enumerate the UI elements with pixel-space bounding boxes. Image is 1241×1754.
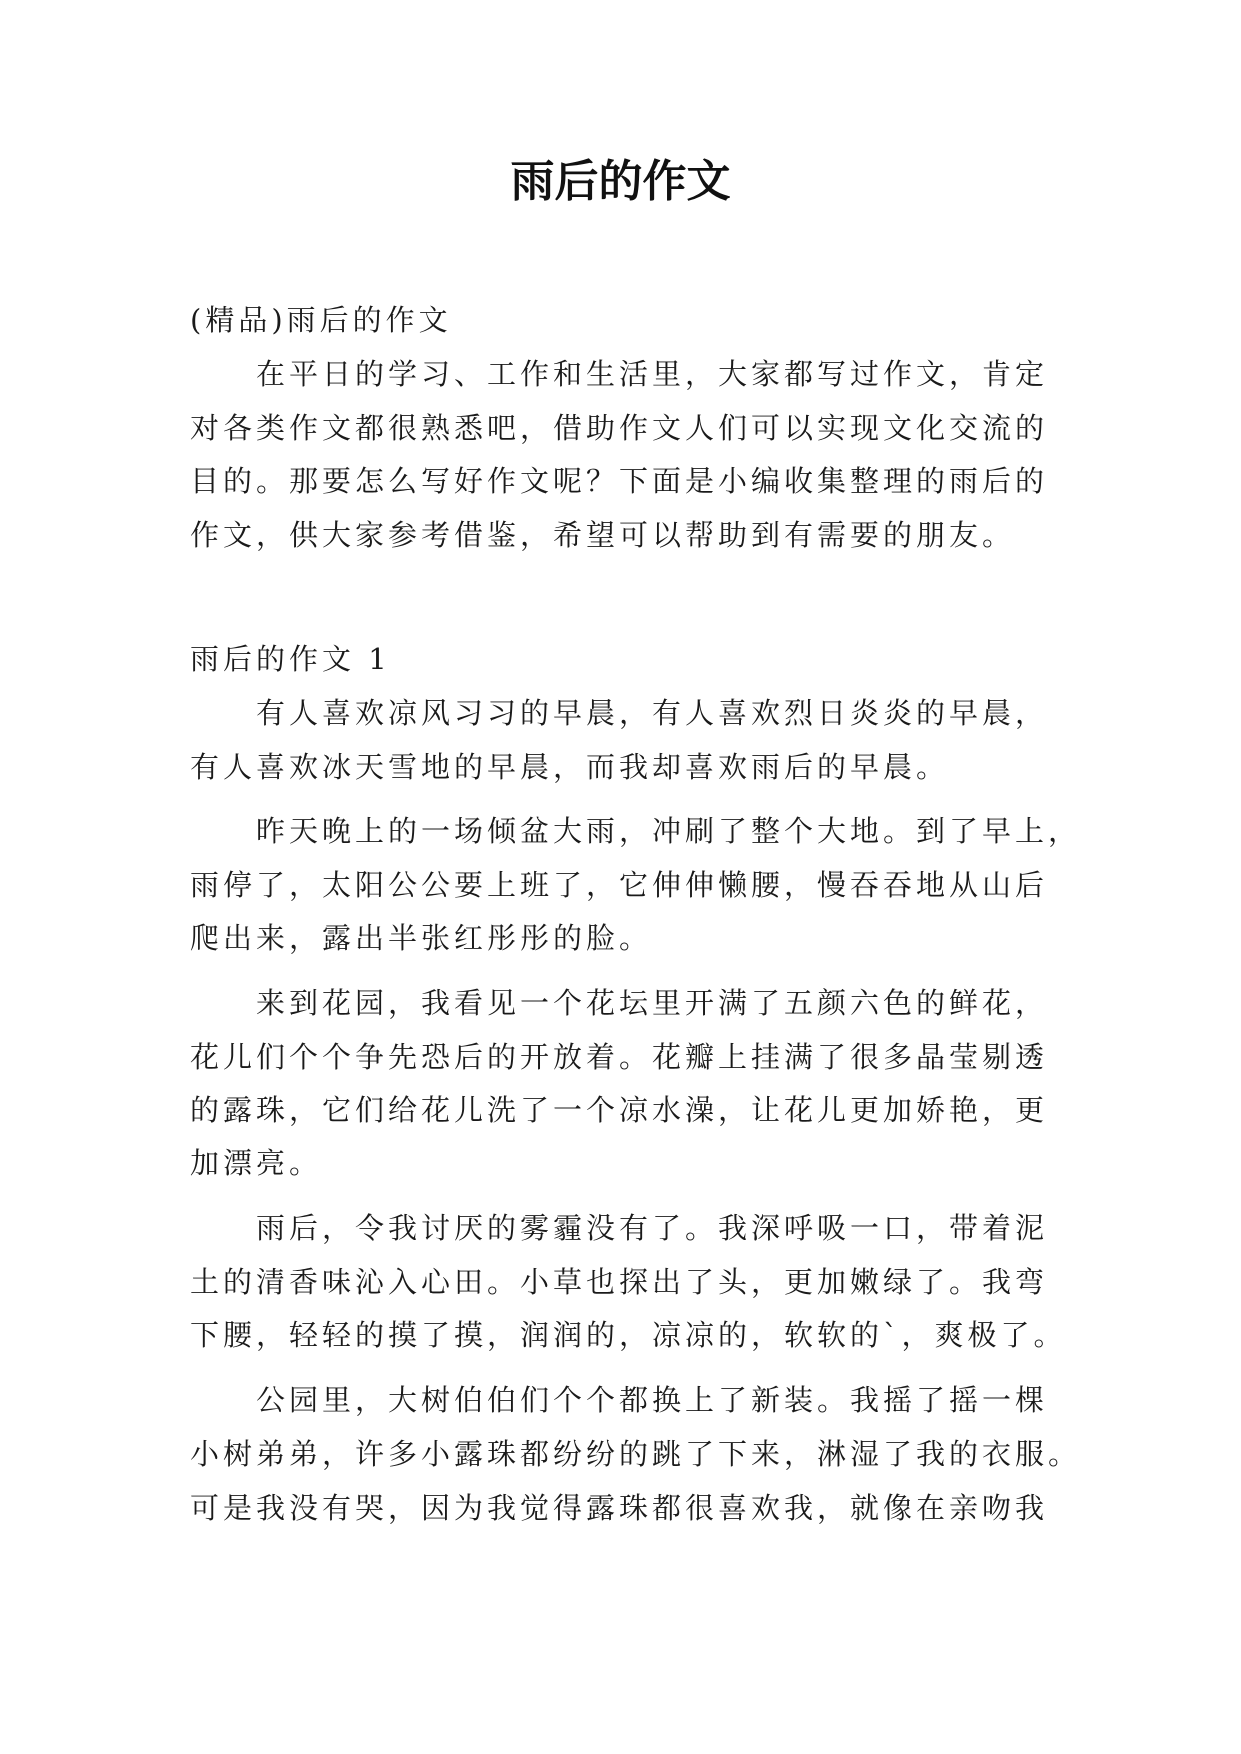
document-title: 雨后的作文 [510,156,731,207]
paragraph-line: 爬出来，露出半张红彤彤的脸。 [190,921,653,955]
paragraph-line: 作文，供大家参考借鉴，希望可以帮助到有需要的朋友。 [190,518,1016,552]
paragraph-line: 花儿们个个争先恐后的开放着。花瓣上挂满了很多晶莹剔透 [190,1040,1049,1074]
paragraph-line: 雨停了，太阳公公要上班了，它伸伸懒腰，慢吞吞地从山后 [190,868,1049,902]
document-subtitle: (精品)雨后的作文 [190,303,452,337]
paragraph-line: 下腰，轻轻的摸了摸，润润的，凉凉的，软软的`，爽极了。 [190,1318,1067,1352]
paragraph-line: 有人喜欢凉风习习的早晨，有人喜欢烈日炎炎的早晨， [256,696,1049,730]
paragraph-line: 昨天晚上的一场倾盆大雨，冲刷了整个大地。到了早上， [256,814,1082,848]
paragraph-line: 目的。那要怎么写好作文呢？下面是小编收集整理的雨后的 [190,464,1049,498]
paragraph-line: 土的清香味沁入心田。小草也探出了头，更加嫩绿了。我弯 [190,1265,1049,1299]
section-heading: 雨后的作文 1 [190,642,391,676]
paragraph-line: 可是我没有哭，因为我觉得露珠都很喜欢我，就像在亲吻我 [190,1491,1049,1525]
paragraph-line: 雨后，令我讨厌的雾霾没有了。我深呼吸一口，带着泥 [256,1211,1049,1245]
paragraph-line: 加漂亮。 [190,1146,323,1180]
paragraph-line: 在平日的学习、工作和生活里，大家都写过作文，肯定 [256,357,1049,391]
paragraph-line: 公园里，大树伯伯们个个都换上了新装。我摇了摇一棵 [256,1383,1049,1417]
paragraph-line: 小树弟弟，许多小露珠都纷纷的跳了下来，淋湿了我的衣服。 [190,1437,1082,1471]
paragraph-line: 对各类作文都很熟悉吧，借助作文人们可以实现文化交流的 [190,411,1049,445]
paragraph-line: 的露珠，它们给花儿洗了一个凉水澡，让花儿更加娇艳，更 [190,1093,1049,1127]
paragraph-line: 来到花园，我看见一个花坛里开满了五颜六色的鲜花， [256,986,1049,1020]
paragraph-line: 有人喜欢冰天雪地的早晨，而我却喜欢雨后的早晨。 [190,750,950,784]
